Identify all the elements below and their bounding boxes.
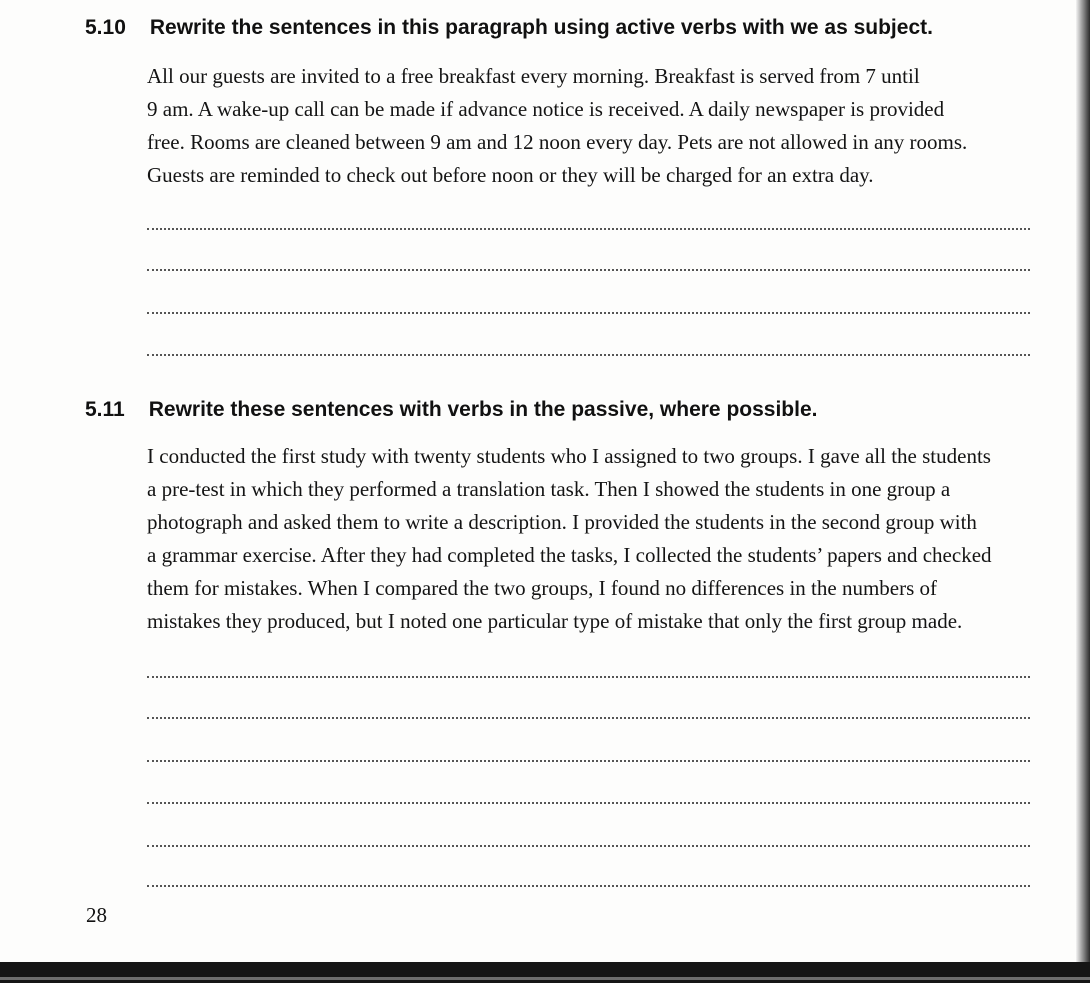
exercise-5-10-paragraph [147, 60, 967, 192]
paragraph-line: them for mistakes. When I compared the two groups, I found no differences in the numbers of [147, 576, 938, 600]
answer-line[interactable] [147, 717, 1030, 719]
exercise-5-10-heading [85, 16, 933, 40]
scan-bottom-border [0, 962, 1090, 983]
page-number: 28 [86, 903, 107, 927]
paragraph-line: a pre-test in which they performed a translation task. Then I showed the students in one group a [147, 477, 951, 501]
exercise-number: 5.11 [85, 398, 125, 421]
exercise-5-11-paragraph [147, 440, 992, 638]
exercise-5-11-heading [85, 398, 817, 422]
paragraph-line: 9 am. A wake-up call can be made if advance notice is received. A daily newspaper is provided [147, 97, 945, 121]
answer-line[interactable] [147, 676, 1030, 678]
paragraph-line: free. Rooms are cleaned between 9 am and 12 noon every day. Pets are not allowed in any rooms. [147, 130, 968, 154]
answer-line[interactable] [147, 269, 1030, 271]
exercise-number: 5.10 [85, 16, 126, 39]
page-edge-shadow [1076, 0, 1090, 962]
scan-bottom-line [0, 977, 1090, 980]
paragraph-line: mistakes they produced, but I noted one particular type of mistake that only the first group made. [147, 609, 963, 633]
answer-line[interactable] [147, 845, 1030, 847]
answer-line[interactable] [147, 228, 1030, 230]
exercise-instruction: Rewrite these sentences with verbs in the passive, where possible. [148, 398, 818, 421]
paragraph-line: Guests are reminded to check out before noon or they will be charged for an extra day. [147, 163, 874, 187]
answer-line[interactable] [147, 802, 1030, 804]
paragraph-line: a grammar exercise. After they had completed the tasks, I collected the students’ papers and checked [147, 543, 992, 567]
answer-line[interactable] [147, 760, 1030, 762]
answer-line[interactable] [147, 885, 1030, 887]
answer-line[interactable] [147, 312, 1030, 314]
paragraph-line: All our guests are invited to a free breakfast every morning. Breakfast is served from 7 until [147, 64, 920, 88]
paragraph-line: I conducted the first study with twenty students who I assigned to two groups. I gave all the students [147, 444, 991, 468]
paragraph-line: photograph and asked them to write a description. I provided the students in the second group with [147, 510, 977, 534]
exercise-instruction: Rewrite the sentences in this paragraph using active verbs with we as subject. [149, 16, 933, 39]
answer-line[interactable] [147, 354, 1030, 356]
